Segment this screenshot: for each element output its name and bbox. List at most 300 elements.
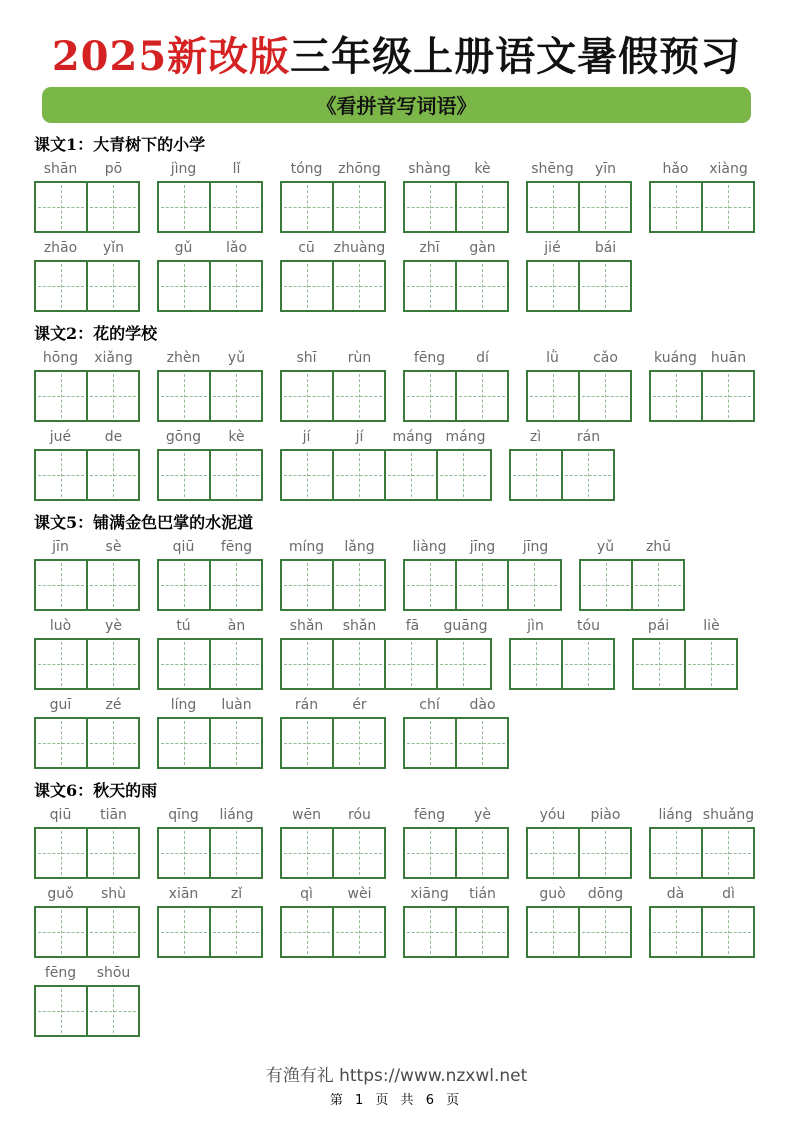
pinyin-syllable: shēng xyxy=(531,161,574,177)
pinyin-label xyxy=(34,239,140,258)
pinyin-syllable: shī xyxy=(296,350,317,366)
pinyin-syllable: tiān xyxy=(100,807,127,823)
writing-cell xyxy=(209,372,261,420)
lesson-section xyxy=(34,134,759,312)
pinyin-syllable: míng xyxy=(288,539,325,555)
pinyin-label xyxy=(403,349,509,368)
writing-grid xyxy=(403,370,509,422)
pinyin-syllable: zé xyxy=(105,697,122,713)
writing-cell xyxy=(209,908,261,956)
pinyin-syllable: shuǎng xyxy=(702,807,755,823)
pinyin-label xyxy=(34,538,140,557)
writing-cell xyxy=(578,829,630,877)
pinyin-syllable: rán xyxy=(576,429,601,445)
writing-grid xyxy=(403,827,509,879)
word-group xyxy=(157,806,263,879)
pinyin-syllable: qiū xyxy=(172,539,195,555)
pinyin-syllable: xiān xyxy=(168,886,199,902)
pinyin-syllable: xiǎng xyxy=(94,350,133,366)
pinyin-syllable: fēng xyxy=(413,807,446,823)
word-group xyxy=(649,160,755,233)
pinyin-label xyxy=(280,428,492,447)
pinyin-syllable: luò xyxy=(49,618,72,634)
writing-cell xyxy=(634,640,684,688)
lesson-section xyxy=(34,512,759,769)
word-group xyxy=(34,160,140,233)
word-group xyxy=(526,349,632,422)
pinyin-syllable: pái xyxy=(647,618,670,634)
word-group xyxy=(280,160,386,233)
writing-cell xyxy=(209,640,261,688)
writing-grid xyxy=(157,260,263,312)
writing-cell xyxy=(332,640,384,688)
pinyin-syllable: cǎo xyxy=(593,350,618,366)
pinyin-syllable: jīng xyxy=(522,539,549,555)
pinyin-syllable: jí xyxy=(355,429,364,445)
writing-grid xyxy=(649,827,755,879)
pinyin-syllable: dì xyxy=(722,886,735,902)
pinyin-syllable: shǎn xyxy=(342,618,377,634)
writing-grid xyxy=(509,449,615,501)
pinyin-syllable: líng xyxy=(170,697,197,713)
writing-grid xyxy=(526,906,632,958)
pinyin-label xyxy=(526,885,632,904)
writing-cell xyxy=(282,451,332,499)
writing-grid xyxy=(34,449,140,501)
footer-site-link: 有渔有礼 https://www.nzxwl.net xyxy=(265,1066,528,1086)
writing-grid xyxy=(280,449,492,501)
word-group xyxy=(280,428,492,501)
word-group xyxy=(649,349,755,422)
writing-grid xyxy=(34,827,140,879)
pinyin-syllable: zhèn xyxy=(166,350,201,366)
word-group xyxy=(280,349,386,422)
word-group xyxy=(157,538,263,611)
writing-cell xyxy=(36,372,86,420)
pinyin-syllable: huān xyxy=(710,350,747,366)
pinyin-syllable: hǎo xyxy=(662,161,689,177)
writing-cell xyxy=(405,829,455,877)
pinyin-syllable: wèi xyxy=(347,886,372,902)
writing-cell xyxy=(159,183,209,231)
writing-cell xyxy=(405,719,455,767)
word-group xyxy=(34,806,140,879)
word-group xyxy=(526,885,632,958)
pinyin-syllable: zhāo xyxy=(43,240,78,256)
writing-grid xyxy=(403,181,509,233)
pinyin-syllable: qīng xyxy=(168,807,199,823)
pinyin-syllable: pō xyxy=(104,161,123,177)
writing-grid xyxy=(34,717,140,769)
writing-grid xyxy=(157,181,263,233)
writing-cell xyxy=(159,561,209,609)
writing-grid xyxy=(403,559,562,611)
pinyin-label xyxy=(157,806,263,825)
writing-cell xyxy=(455,262,507,310)
word-group xyxy=(526,239,632,312)
writing-grid xyxy=(649,181,755,233)
writing-cell xyxy=(405,561,455,609)
writing-cell xyxy=(578,183,630,231)
lesson-title: 课文1：大青树下的小学 xyxy=(34,135,206,154)
pinyin-syllable: guǒ xyxy=(47,886,74,902)
writing-cell xyxy=(86,262,138,310)
writing-cell xyxy=(384,640,436,688)
writing-grid xyxy=(280,260,386,312)
pinyin-label xyxy=(526,349,632,368)
word-row xyxy=(34,160,759,233)
pinyin-syllable: zhū xyxy=(645,539,672,555)
writing-cell xyxy=(36,262,86,310)
writing-cell xyxy=(528,183,578,231)
pinyin-syllable: dào xyxy=(469,697,496,713)
pinyin-label xyxy=(649,349,755,368)
writing-cell xyxy=(684,640,736,688)
writing-grid xyxy=(280,559,386,611)
pinyin-syllable: lǎng xyxy=(344,539,375,555)
pinyin-syllable: shàng xyxy=(408,161,451,177)
word-group xyxy=(280,538,386,611)
pinyin-syllable: àn xyxy=(227,618,246,634)
word-group xyxy=(403,349,509,422)
word-group xyxy=(526,806,632,879)
pinyin-syllable: yǔ xyxy=(596,539,615,555)
pinyin-syllable: shù xyxy=(100,886,127,902)
pinyin-syllable: jué xyxy=(49,429,72,445)
pinyin-syllable: rùn xyxy=(347,350,372,366)
writing-cell xyxy=(405,908,455,956)
writing-cell xyxy=(332,372,384,420)
writing-cell xyxy=(332,908,384,956)
pinyin-syllable: fā xyxy=(405,618,420,634)
pinyin-label xyxy=(34,696,140,715)
writing-grid xyxy=(157,370,263,422)
pinyin-syllable: zhī xyxy=(419,240,440,256)
writing-cell xyxy=(36,183,86,231)
writing-cell xyxy=(581,561,631,609)
writing-grid xyxy=(280,906,386,958)
writing-grid xyxy=(34,985,140,1037)
pinyin-syllable: zhuàng xyxy=(333,240,386,256)
writing-grid xyxy=(34,559,140,611)
pinyin-label xyxy=(403,160,509,179)
lesson-title: 课文2：花的学校 xyxy=(34,324,158,343)
pinyin-label xyxy=(509,617,615,636)
writing-cell xyxy=(159,262,209,310)
word-group xyxy=(34,885,140,958)
word-group xyxy=(649,806,755,879)
word-group xyxy=(280,885,386,958)
pinyin-syllable: yīn xyxy=(594,161,617,177)
pinyin-syllable: jié xyxy=(544,240,561,256)
pinyin-label xyxy=(280,538,386,557)
pinyin-syllable: yǐn xyxy=(102,240,125,256)
word-group xyxy=(280,239,386,312)
writing-cell xyxy=(578,908,630,956)
word-group xyxy=(579,538,685,611)
pinyin-syllable: máng xyxy=(392,429,433,445)
writing-cell xyxy=(36,640,86,688)
word-row xyxy=(34,239,759,312)
page-header xyxy=(34,34,759,123)
writing-cell xyxy=(36,829,86,877)
pinyin-label xyxy=(157,885,263,904)
pinyin-label xyxy=(509,428,615,447)
writing-cell xyxy=(36,451,86,499)
writing-cell xyxy=(561,640,613,688)
writing-cell xyxy=(651,829,701,877)
writing-cell xyxy=(528,262,578,310)
pinyin-syllable: ér xyxy=(352,697,367,713)
writing-grid xyxy=(280,638,492,690)
writing-cell xyxy=(282,183,332,231)
pinyin-label xyxy=(649,160,755,179)
writing-grid xyxy=(649,906,755,958)
pinyin-label xyxy=(403,696,509,715)
pinyin-syllable: gǔ xyxy=(174,240,193,256)
pinyin-syllable: rán xyxy=(294,697,319,713)
pinyin-syllable: dōng xyxy=(587,886,624,902)
writing-grid xyxy=(649,370,755,422)
pinyin-syllable: kè xyxy=(228,429,245,445)
writing-cell xyxy=(209,561,261,609)
pinyin-syllable: jìng xyxy=(170,161,197,177)
writing-cell xyxy=(209,183,261,231)
pinyin-label xyxy=(526,239,632,258)
pinyin-syllable: fēng xyxy=(413,350,446,366)
writing-grid xyxy=(632,638,738,690)
writing-cell xyxy=(86,829,138,877)
writing-cell xyxy=(86,451,138,499)
word-row xyxy=(34,617,759,690)
writing-grid xyxy=(34,638,140,690)
pinyin-syllable: yè xyxy=(105,618,122,634)
word-row xyxy=(34,696,759,769)
pinyin-syllable: bái xyxy=(594,240,617,256)
pinyin-syllable: xiāng xyxy=(410,886,449,902)
writing-cell xyxy=(86,719,138,767)
writing-cell xyxy=(436,640,488,688)
word-row xyxy=(34,428,759,501)
writing-cell xyxy=(159,719,209,767)
word-group xyxy=(34,696,140,769)
word-group xyxy=(280,806,386,879)
word-group xyxy=(632,617,738,690)
writing-cell xyxy=(701,183,753,231)
writing-cell xyxy=(455,908,507,956)
pinyin-syllable: zhōng xyxy=(338,161,381,177)
writing-grid xyxy=(34,181,140,233)
pinyin-label xyxy=(649,885,755,904)
pinyin-label xyxy=(157,349,263,368)
page-title xyxy=(34,34,759,80)
writing-cell xyxy=(36,719,86,767)
word-group xyxy=(403,696,509,769)
pinyin-syllable: de xyxy=(104,429,123,445)
pinyin-syllable: sè xyxy=(105,539,122,555)
writing-cell xyxy=(332,183,384,231)
pinyin-syllable: yǔ xyxy=(227,350,246,366)
writing-grid xyxy=(280,827,386,879)
pinyin-syllable: zì xyxy=(529,429,542,445)
pinyin-label xyxy=(280,617,492,636)
lesson-title: 课文6：秋天的雨 xyxy=(34,781,158,800)
lesson-section xyxy=(34,780,759,1037)
writing-grid xyxy=(157,906,263,958)
word-group xyxy=(157,696,263,769)
lesson-title: 课文5：铺满金色巴掌的水泥道 xyxy=(34,513,254,532)
pinyin-syllable: liàng xyxy=(412,539,447,555)
writing-cell xyxy=(384,451,436,499)
writing-cell xyxy=(332,719,384,767)
pinyin-label xyxy=(157,239,263,258)
pinyin-syllable: xiàng xyxy=(709,161,748,177)
pinyin-syllable: lǎo xyxy=(225,240,248,256)
pinyin-syllable: dí xyxy=(476,350,489,366)
writing-cell xyxy=(282,640,332,688)
word-group xyxy=(157,617,263,690)
pinyin-syllable: jīng xyxy=(469,539,496,555)
word-group xyxy=(509,428,615,501)
writing-grid xyxy=(157,717,263,769)
pinyin-label xyxy=(403,806,509,825)
writing-cell xyxy=(282,262,332,310)
writing-grid xyxy=(157,638,263,690)
writing-cell xyxy=(209,829,261,877)
pinyin-syllable: jìn xyxy=(527,618,544,634)
word-group xyxy=(403,538,562,611)
writing-cell xyxy=(455,829,507,877)
pinyin-label xyxy=(280,806,386,825)
pinyin-syllable: kè xyxy=(474,161,491,177)
pinyin-syllable: tián xyxy=(469,886,496,902)
writing-grid xyxy=(526,827,632,879)
writing-cell xyxy=(701,908,753,956)
writing-cell xyxy=(159,372,209,420)
pinyin-syllable: gōng xyxy=(165,429,202,445)
pinyin-syllable: cū xyxy=(298,240,315,256)
pinyin-label xyxy=(280,160,386,179)
word-group xyxy=(157,160,263,233)
pinyin-label xyxy=(280,349,386,368)
pinyin-syllable: piào xyxy=(590,807,621,823)
pinyin-syllable: chí xyxy=(419,697,440,713)
writing-grid xyxy=(280,181,386,233)
pinyin-label xyxy=(157,428,263,447)
writing-cell xyxy=(631,561,683,609)
pinyin-syllable: gàn xyxy=(469,240,496,256)
writing-grid xyxy=(34,370,140,422)
pinyin-syllable: jí xyxy=(302,429,311,445)
word-group xyxy=(34,964,140,1037)
pinyin-syllable: tóng xyxy=(290,161,323,177)
pinyin-label xyxy=(157,160,263,179)
pinyin-syllable: luàn xyxy=(221,697,252,713)
writing-cell xyxy=(159,640,209,688)
writing-cell xyxy=(209,262,261,310)
writing-grid xyxy=(157,827,263,879)
writing-grid xyxy=(526,260,632,312)
pinyin-syllable: guāng xyxy=(443,618,488,634)
word-group xyxy=(280,696,386,769)
pinyin-syllable: lǐ xyxy=(232,161,241,177)
writing-cell xyxy=(282,829,332,877)
word-group xyxy=(509,617,615,690)
writing-cell xyxy=(209,451,261,499)
worksheet-sections xyxy=(34,134,759,1037)
writing-cell xyxy=(701,372,753,420)
writing-cell xyxy=(159,908,209,956)
word-group xyxy=(157,239,263,312)
writing-cell xyxy=(209,719,261,767)
pinyin-syllable: róu xyxy=(348,807,371,823)
writing-cell xyxy=(159,451,209,499)
writing-cell xyxy=(36,908,86,956)
writing-cell xyxy=(651,908,701,956)
word-row xyxy=(34,538,759,611)
subtitle-banner: 《看拼音写词语》 xyxy=(42,87,751,123)
word-row xyxy=(34,964,759,1037)
writing-cell xyxy=(282,908,332,956)
pinyin-syllable: qì xyxy=(300,886,313,902)
pinyin-label xyxy=(157,696,263,715)
pinyin-label xyxy=(280,239,386,258)
pinyin-syllable: lǜ xyxy=(546,350,559,366)
word-group xyxy=(157,349,263,422)
pinyin-syllable: fēng xyxy=(220,539,253,555)
writing-cell xyxy=(86,372,138,420)
writing-cell xyxy=(86,561,138,609)
word-row xyxy=(34,806,759,879)
pinyin-syllable: fēng xyxy=(44,965,77,981)
writing-cell xyxy=(701,829,753,877)
writing-cell xyxy=(455,719,507,767)
pinyin-syllable: hōng xyxy=(42,350,79,366)
writing-grid xyxy=(157,559,263,611)
writing-grid xyxy=(526,370,632,422)
word-group xyxy=(34,617,140,690)
writing-cell xyxy=(86,908,138,956)
writing-grid xyxy=(157,449,263,501)
pinyin-label xyxy=(34,806,140,825)
pinyin-syllable: liáng xyxy=(219,807,254,823)
word-group xyxy=(403,160,509,233)
pinyin-syllable: tóu xyxy=(577,618,600,634)
writing-cell xyxy=(282,372,332,420)
pinyin-label xyxy=(403,885,509,904)
writing-grid xyxy=(403,906,509,958)
pinyin-label xyxy=(34,964,140,983)
page-title-main: 三年级上册语文暑假预习 xyxy=(290,33,742,80)
pinyin-label xyxy=(34,160,140,179)
writing-cell xyxy=(455,183,507,231)
pinyin-label xyxy=(649,806,755,825)
writing-cell xyxy=(332,561,384,609)
word-group xyxy=(34,428,140,501)
writing-cell xyxy=(282,719,332,767)
writing-cell xyxy=(507,561,559,609)
writing-grid xyxy=(526,181,632,233)
pinyin-syllable: shōu xyxy=(96,965,131,981)
pinyin-syllable: guò xyxy=(539,886,566,902)
pinyin-label xyxy=(526,160,632,179)
writing-cell xyxy=(651,183,701,231)
writing-cell xyxy=(332,451,384,499)
writing-grid xyxy=(403,260,509,312)
pinyin-syllable: jīn xyxy=(52,539,69,555)
writing-cell xyxy=(86,640,138,688)
pinyin-label xyxy=(632,617,738,636)
